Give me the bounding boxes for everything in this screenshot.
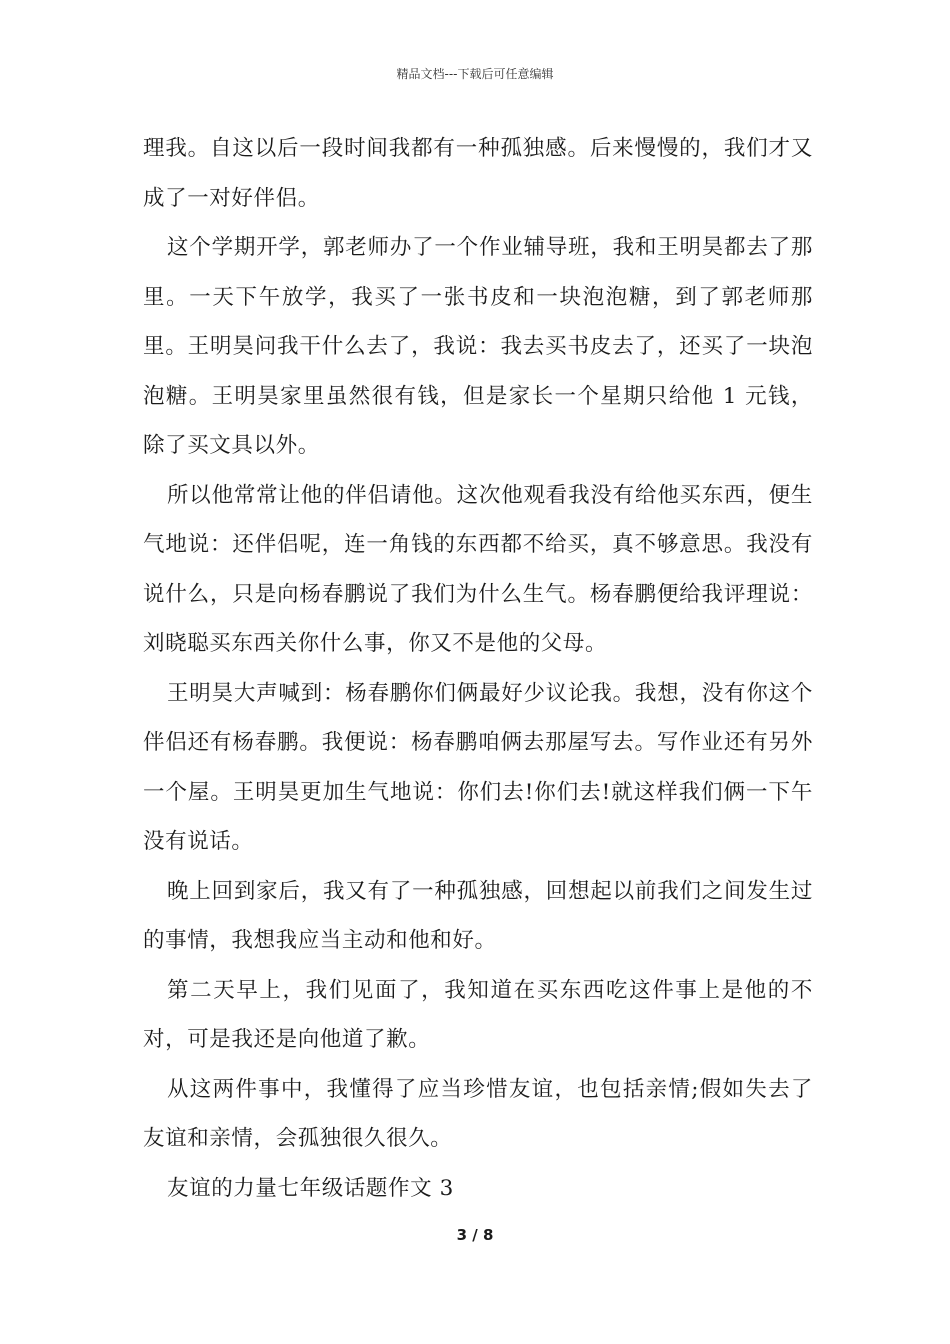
paragraph-4: 王明昊大声喊到：杨春鹏你们俩最好少议论我。我想，没有你这个伴侣还有杨春鹏。我便说：杨春鹏咱俩去那屋写去。写作业还有另外一个屋。王明昊更加生气地说：你们去!你们去!就这样我们俩一下午没有说话。 <box>143 680 813 854</box>
paragraph-6: 第二天早上，我们见面了，我知道在买东西吃这件事上是他的不对，可是我还是向他道了歉。 <box>143 977 813 1052</box>
document-body <box>143 124 813 1213</box>
paragraph-7: 从这两件事中，我懂得了应当珍惜友谊，也包括亲情;假如失去了友谊和亲情，会孤独很久很久。 <box>143 1076 813 1151</box>
page-number: 3 / 8 <box>456 1226 494 1244</box>
paragraph-2: 这个学期开学，郭老师办了一个作业辅导班，我和王明昊都去了那里。一天下午放学，我买了一张书皮和一块泡泡糖，到了郭老师那里。王明昊问我干什么去了，我说：我去买书皮去了，还买了一块泡泡糖。王明昊家里虽然很有钱，但是家长一个星期只给他 1 元钱，除了买文具以外。 <box>143 235 813 458</box>
section-title: 友谊的力量七年级话题作文 3 <box>167 1175 454 1201</box>
paragraph-5: 晚上回到家后，我又有了一种孤独感，回想起以前我们之间发生过的事情，我想我应当主动和他和好。 <box>143 878 813 953</box>
paragraph-3: 所以他常常让他的伴侣请他。这次他观看我没有给他买东西，便生气地说：还伴侣呢，连一角钱的东西都不给买，真不够意思。我没有说什么，只是向杨春鹏说了我们为什么生气。杨春鹏便给我评理说：刘晓聪买东西关你什么事，你又不是他的父母。 <box>143 482 813 656</box>
page-header: 精品文档---下载后可任意编辑 <box>396 67 554 81</box>
paragraph-1: 理我。自这以后一段时间我都有一种孤独感。后来慢慢的，我们才又成了一对好伴侣。 <box>143 136 813 211</box>
